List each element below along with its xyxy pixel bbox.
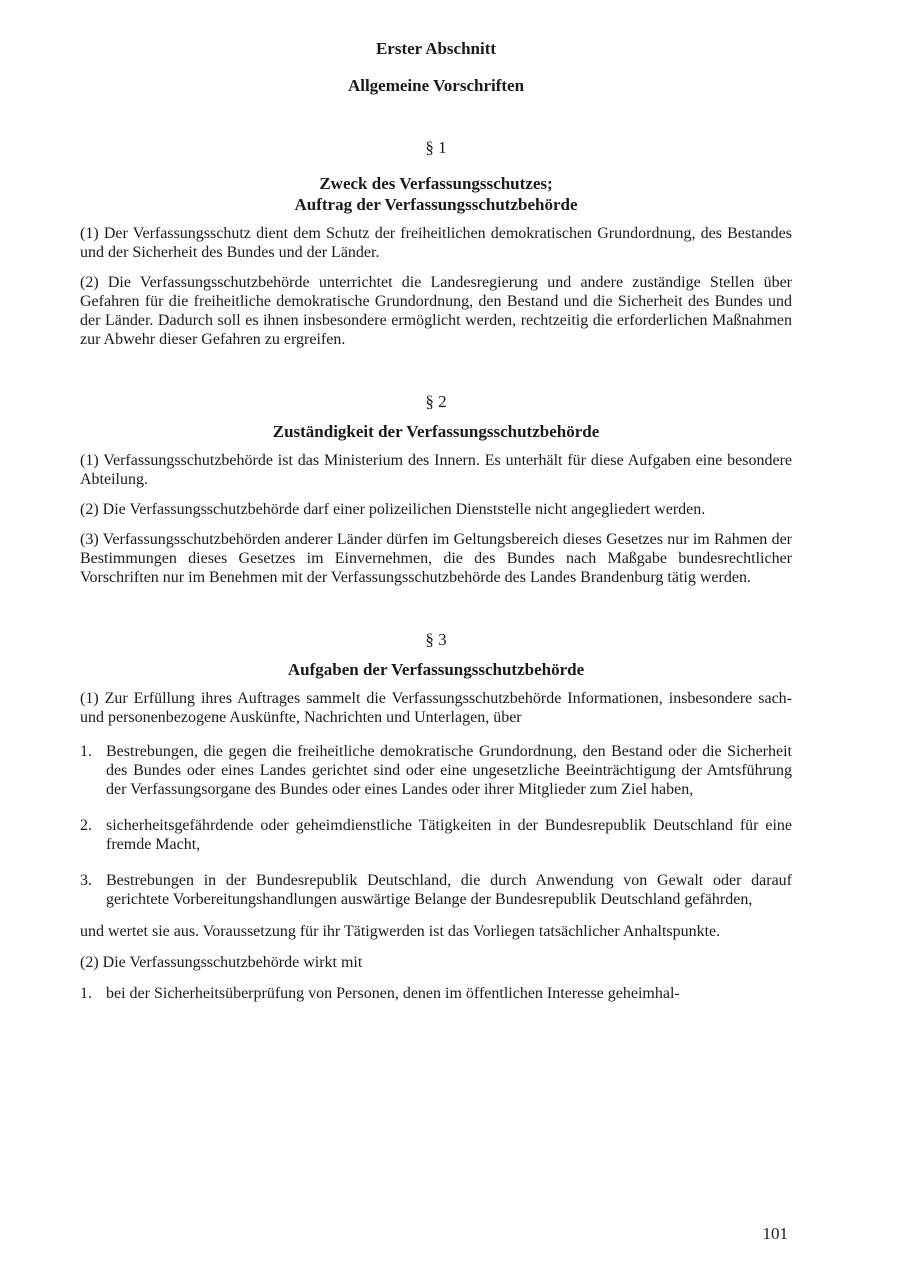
section-subtitle: Allgemeine Vorschriften [347, 76, 525, 95]
document-page [80, 38, 792, 1003]
list-item [80, 871, 792, 909]
paragraph-title-1a: Zweck des Verfassungsschutzes; [319, 174, 553, 193]
list-item-number: 1. [80, 985, 92, 1002]
list-item [80, 742, 792, 799]
list-item [80, 984, 792, 1003]
paragraph-title-3: Aufgaben der Verfassungsschutzbehörde [287, 660, 585, 679]
paragraph-title-2: Zuständigkeit der Verfassungsschutzbehörde [272, 422, 600, 441]
list-item-text: Bestrebungen in der Bundesrepublik Deutschland, die durch Anwendung von Gewalt oder darauf gerichtete Vorbereitungshandlungen auswärtige Belange der Bundesrepublik Deutschland gefährden, [106, 872, 792, 908]
paragraph-sign-2: § 2 [425, 392, 447, 411]
list-item-text: bei der Sicherheitsüberprüfung von Personen, denen im öffentlichen Interesse geheimhal- [106, 985, 680, 1002]
s1-absatz-2: (2) Die Verfassungsschutzbehörde unterrichtet die Landesregierung und andere zuständige Stellen über Gefahren für die freiheitliche demokratische Grundordnung, den Bestand und die Sicherheit des Bundes und der Länder. Dadurch soll es ihnen insbesondere ermöglicht werden, rechtzeitig die erforderlichen Maßnahmen zur Abwehr dieser Gefahren zu ergreifen. [80, 274, 792, 348]
s3-absatz-1: (1) Zur Erfüllung ihres Auftrages sammelt die Verfassungsschutzbehörde Informationen, insbesondere sach- und personenbezogene Auskünfte, Nachrichten und Unterlagen, über [80, 690, 792, 726]
s2-absatz-3: (3) Verfassungsschutzbehörden anderer Länder dürfen im Geltungsbereich dieses Gesetzes nur im Rahmen der Bestimmungen dieses Gesetzes im Einvernehmen, die des Bundes nach Maßgabe bundesrechtlicher Vorschriften nur im Benehmen mit der Verfassungsschutzbehörde des Landes Brandenburg tätig werden. [80, 531, 792, 586]
list-item [80, 816, 792, 854]
section-heading: Erster Abschnitt [375, 39, 497, 58]
s3-absatz-2: (2) Die Verfassungsschutzbehörde wirkt mit [80, 954, 363, 971]
s1-absatz-1: (1) Der Verfassungsschutz dient dem Schutz der freiheitlichen demokratischen Grundordnung, des Bestandes und der Sicherheit des Bundes und der Länder. [80, 225, 792, 261]
list-item-number: 3. [80, 872, 92, 889]
list-item-text: sicherheitsgefährdende oder geheimdienstliche Tätigkeiten in der Bundesrepublik Deutschland für eine fremde Macht, [106, 817, 792, 853]
list-item-number: 1. [80, 743, 92, 760]
list-item-number: 2. [80, 817, 92, 834]
paragraph-title-1b: Auftrag der Verfassungsschutzbehörde [294, 195, 578, 214]
paragraph-sign-3: § 3 [425, 630, 447, 649]
page-number: 101 [762, 1224, 788, 1243]
paragraph-sign-1: § 1 [425, 138, 447, 157]
s2-absatz-2: (2) Die Verfassungsschutzbehörde darf einer polizeilichen Dienststelle nicht angegliedert werden. [80, 501, 706, 518]
list-item-text: Bestrebungen, die gegen die freiheitliche demokratische Grundordnung, den Bestand oder die Sicherheit des Bundes oder eines Landes gerichtet sind oder eine ungesetzliche Beeinträchtigung der Amtsführung der Verfassungsorgane des Bundes oder eines Landes oder ihrer Mitglieder zum Ziel haben, [106, 743, 792, 798]
s3-absatz-1-schluss: und wertet sie aus. Voraussetzung für ihr Tätigwerden ist das Vorliegen tatsächlicher Anhaltspunkte. [80, 923, 721, 940]
s2-absatz-1: (1) Verfassungsschutzbehörde ist das Ministerium des Innern. Es unterhält für diese Aufgaben eine besondere Abteilung. [80, 452, 792, 488]
